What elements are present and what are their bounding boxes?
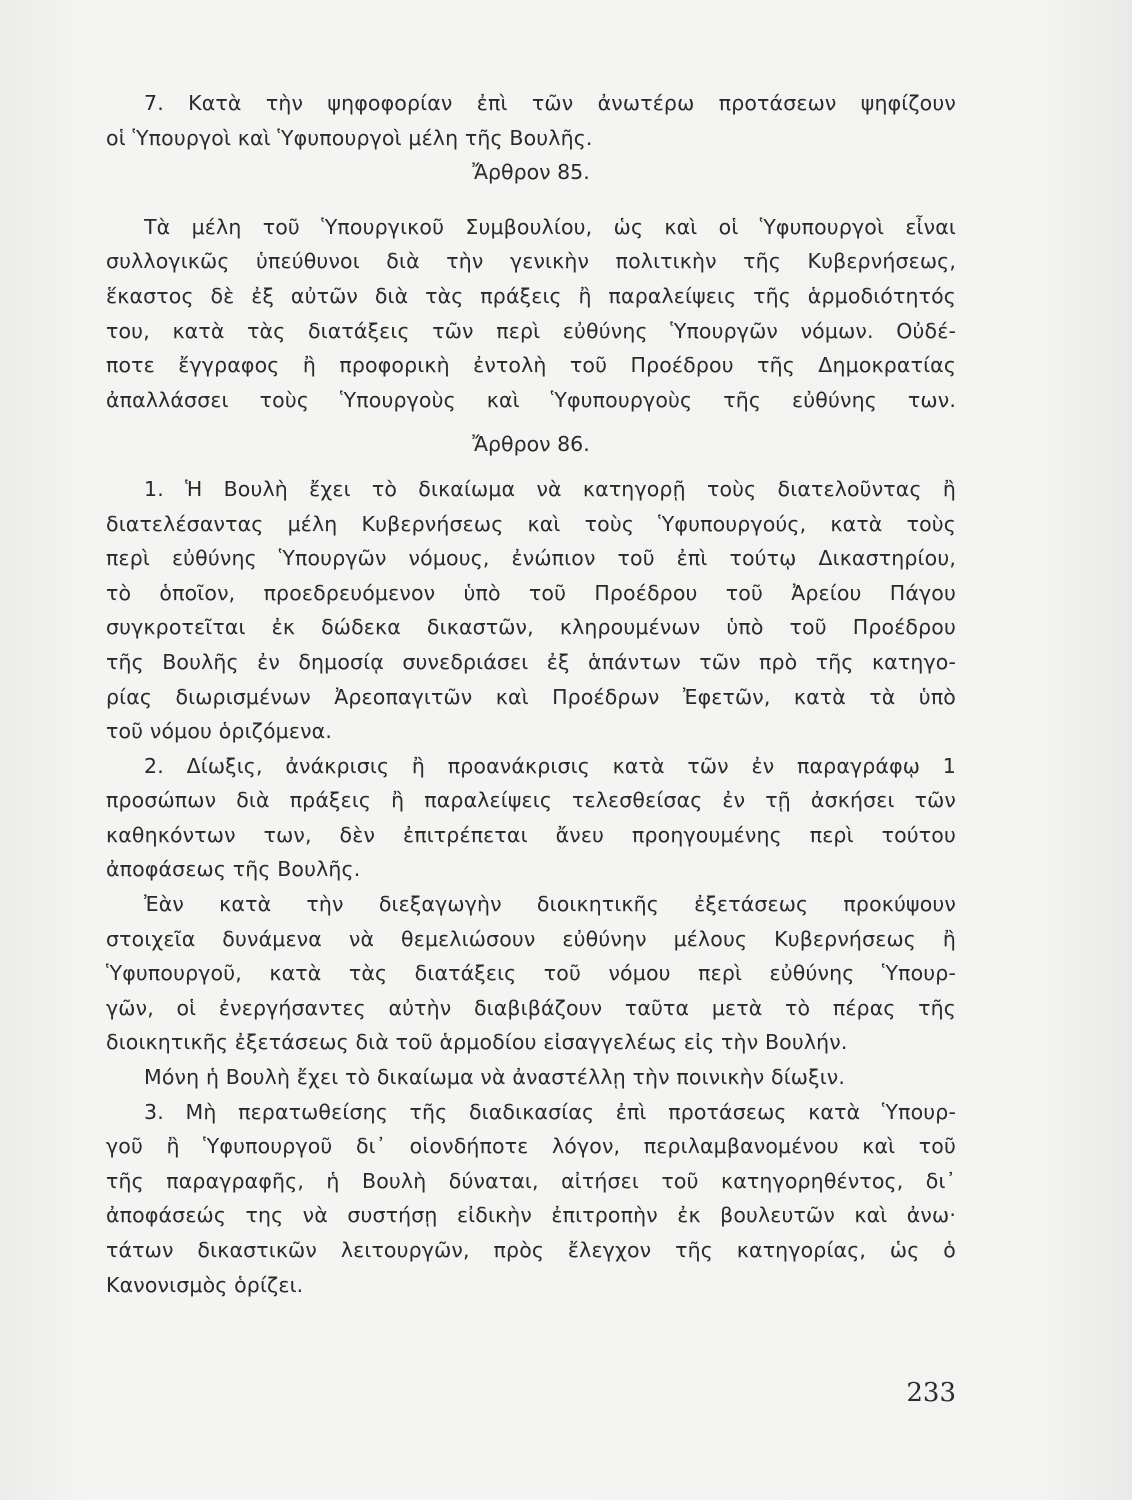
text-line: συλλογικῶς ὑπεύθυνοι διὰ τὴν γενικὴν πολιτικὴν τῆς Κυβερνήσεως,: [106, 249, 956, 274]
text-line: ρίας διωρισμένων Ἀρεοπαγιτῶν καὶ Προέδρων Ἐφετῶν, κατὰ τὰ ὑπὸ: [106, 684, 956, 709]
text-line: τὸ ὁποῖον, προεδρευόμενον ὑπὸ τοῦ Προέδρου τοῦ Ἀρείου Πάγου: [106, 580, 956, 605]
text-line: γοῦ ἢ Ὑφυπουργοῦ δι᾽ οἱονδήποτε λόγον, περιλαμβανομένου καὶ τοῦ: [106, 1134, 956, 1159]
text-line: Ὑφυπουργοῦ, κατὰ τὰς διατάξεις τοῦ νόμου περὶ εὐθύνης Ὑπουρ-: [106, 961, 956, 986]
body-text: [106, 86, 956, 1302]
text-line: Κανονισμὸς ὁρίζει.: [106, 1272, 304, 1297]
text-line: ἀποφάσεώς της νὰ συστήσῃ εἰδικὴν ἐπιτροπὴν ἐκ βουλευτῶν καὶ ἀνω·: [106, 1203, 956, 1228]
text-line: ἀπαλλάσσει τοὺς Ὑπουργοὺς καὶ Ὑφυπουργοὺς τῆς εὐθύνης των.: [106, 387, 956, 412]
text-line: του, κατὰ τὰς διατάξεις τῶν περὶ εὐθύνης Ὑπουργῶν νόμων. Οὐδέ-: [106, 318, 956, 343]
text-line: 2. Δίωξις, ἀνάκρισις ἢ προανάκρισις κατὰ τῶν ἐν παραγράφῳ 1: [144, 753, 956, 778]
text-line: προσώπων διὰ πράξεις ἢ παραλείψεις τελεσθείσας ἐν τῇ ἀσκήσει τῶν: [106, 788, 956, 813]
article-85-heading: Ἄρθρον 85.: [472, 160, 590, 185]
text-line: ποτε ἔγγραφος ἢ προφορικὴ ἐντολὴ τοῦ Προέδρου τῆς Δημοκρατίας: [106, 353, 956, 378]
text-line: ἕκαστος δὲ ἐξ αὐτῶν διὰ τὰς πράξεις ἢ παραλείψεις τῆς ἁρμοδιότητός: [106, 283, 956, 308]
text-line: καθηκόντων των, δὲν ἐπιτρέπεται ἄνευ προηγουμένης περὶ τούτου: [106, 822, 956, 847]
text-line: ἀποφάσεως τῆς Βουλῆς.: [106, 857, 361, 882]
text-line: 3. Μὴ περατωθείσης τῆς διαδικασίας ἐπὶ προτάσεως κατὰ Ὑπουρ-: [144, 1099, 956, 1124]
text-line: τοῦ νόμου ὁριζόμενα.: [106, 719, 333, 744]
text-line: τῆς Βουλῆς ἐν δημοσίᾳ συνεδριάσει ἐξ ἁπάντων τῶν πρὸ τῆς κατηγο-: [106, 649, 956, 674]
text-line: περὶ εὐθύνης Ὑπουργῶν νόμους, ἐνώπιον τοῦ ἐπὶ τούτῳ Δικαστηρίου,: [106, 546, 956, 571]
text-line: συγκροτεῖται ἐκ δώδεκα δικαστῶν, κληρουμένων ὑπὸ τοῦ Προέδρου: [106, 615, 956, 640]
text-line: Ἐὰν κατὰ τὴν διεξαγωγὴν διοικητικῆς ἐξετάσεως προκύψουν: [144, 892, 956, 917]
text-line: 1. Ἡ Βουλὴ ἔχει τὸ δικαίωμα νὰ κατηγορῇ τοὺς διατελοῦντας ἢ: [144, 476, 956, 501]
text-line: Μόνη ἡ Βουλὴ ἔχει τὸ δικαίωμα νὰ ἀναστέλλῃ τὴν ποινικὴν δίωξιν.: [144, 1065, 846, 1090]
page-number: 233: [906, 1378, 956, 1408]
text-line: 7. Κατὰ τὴν ψηφοφορίαν ἐπὶ τῶν ἀνωτέρω προτάσεων ψηφίζουν: [144, 91, 956, 115]
text-line: τάτων δικαστικῶν λειτουργῶν, πρὸς ἔλεγχον τῆς κατηγορίας, ὡς ὁ: [106, 1238, 956, 1262]
text-line: οἱ Ὑπουργοὶ καὶ Ὑφυπουργοὶ μέλη τῆς Βουλῆς.: [106, 125, 593, 150]
text-line: Τὰ μέλη τοῦ Ὑπουργικοῦ Συμβουλίου, ὡς καὶ οἱ Ὑφυπουργοὶ εἶναι: [144, 214, 956, 239]
text-line: γῶν, οἱ ἐνεργήσαντες αὐτὴν διαβιβάζουν ταῦτα μετὰ τὸ πέρας τῆς: [106, 995, 956, 1020]
article-86-heading: Ἄρθρον 86.: [472, 432, 590, 457]
text-line: τῆς παραγραφῆς, ἡ Βουλὴ δύναται, αἰτήσει τοῦ κατηγορηθέντος, δι᾽: [106, 1168, 956, 1193]
text-line: διατελέσαντας μέλη Κυβερνήσεως καὶ τοὺς Ὑφυπουργούς, κατὰ τοὺς: [106, 511, 956, 536]
text-line: στοιχεῖα δυνάμενα νὰ θεμελιώσουν εὐθύνην μέλους Κυβερνήσεως ἢ: [106, 926, 956, 951]
text-line: διοικητικῆς ἐξετάσεως διὰ τοῦ ἁρμοδίου εἰσαγγελέως εἰς τὴν Βουλήν.: [106, 1030, 848, 1055]
